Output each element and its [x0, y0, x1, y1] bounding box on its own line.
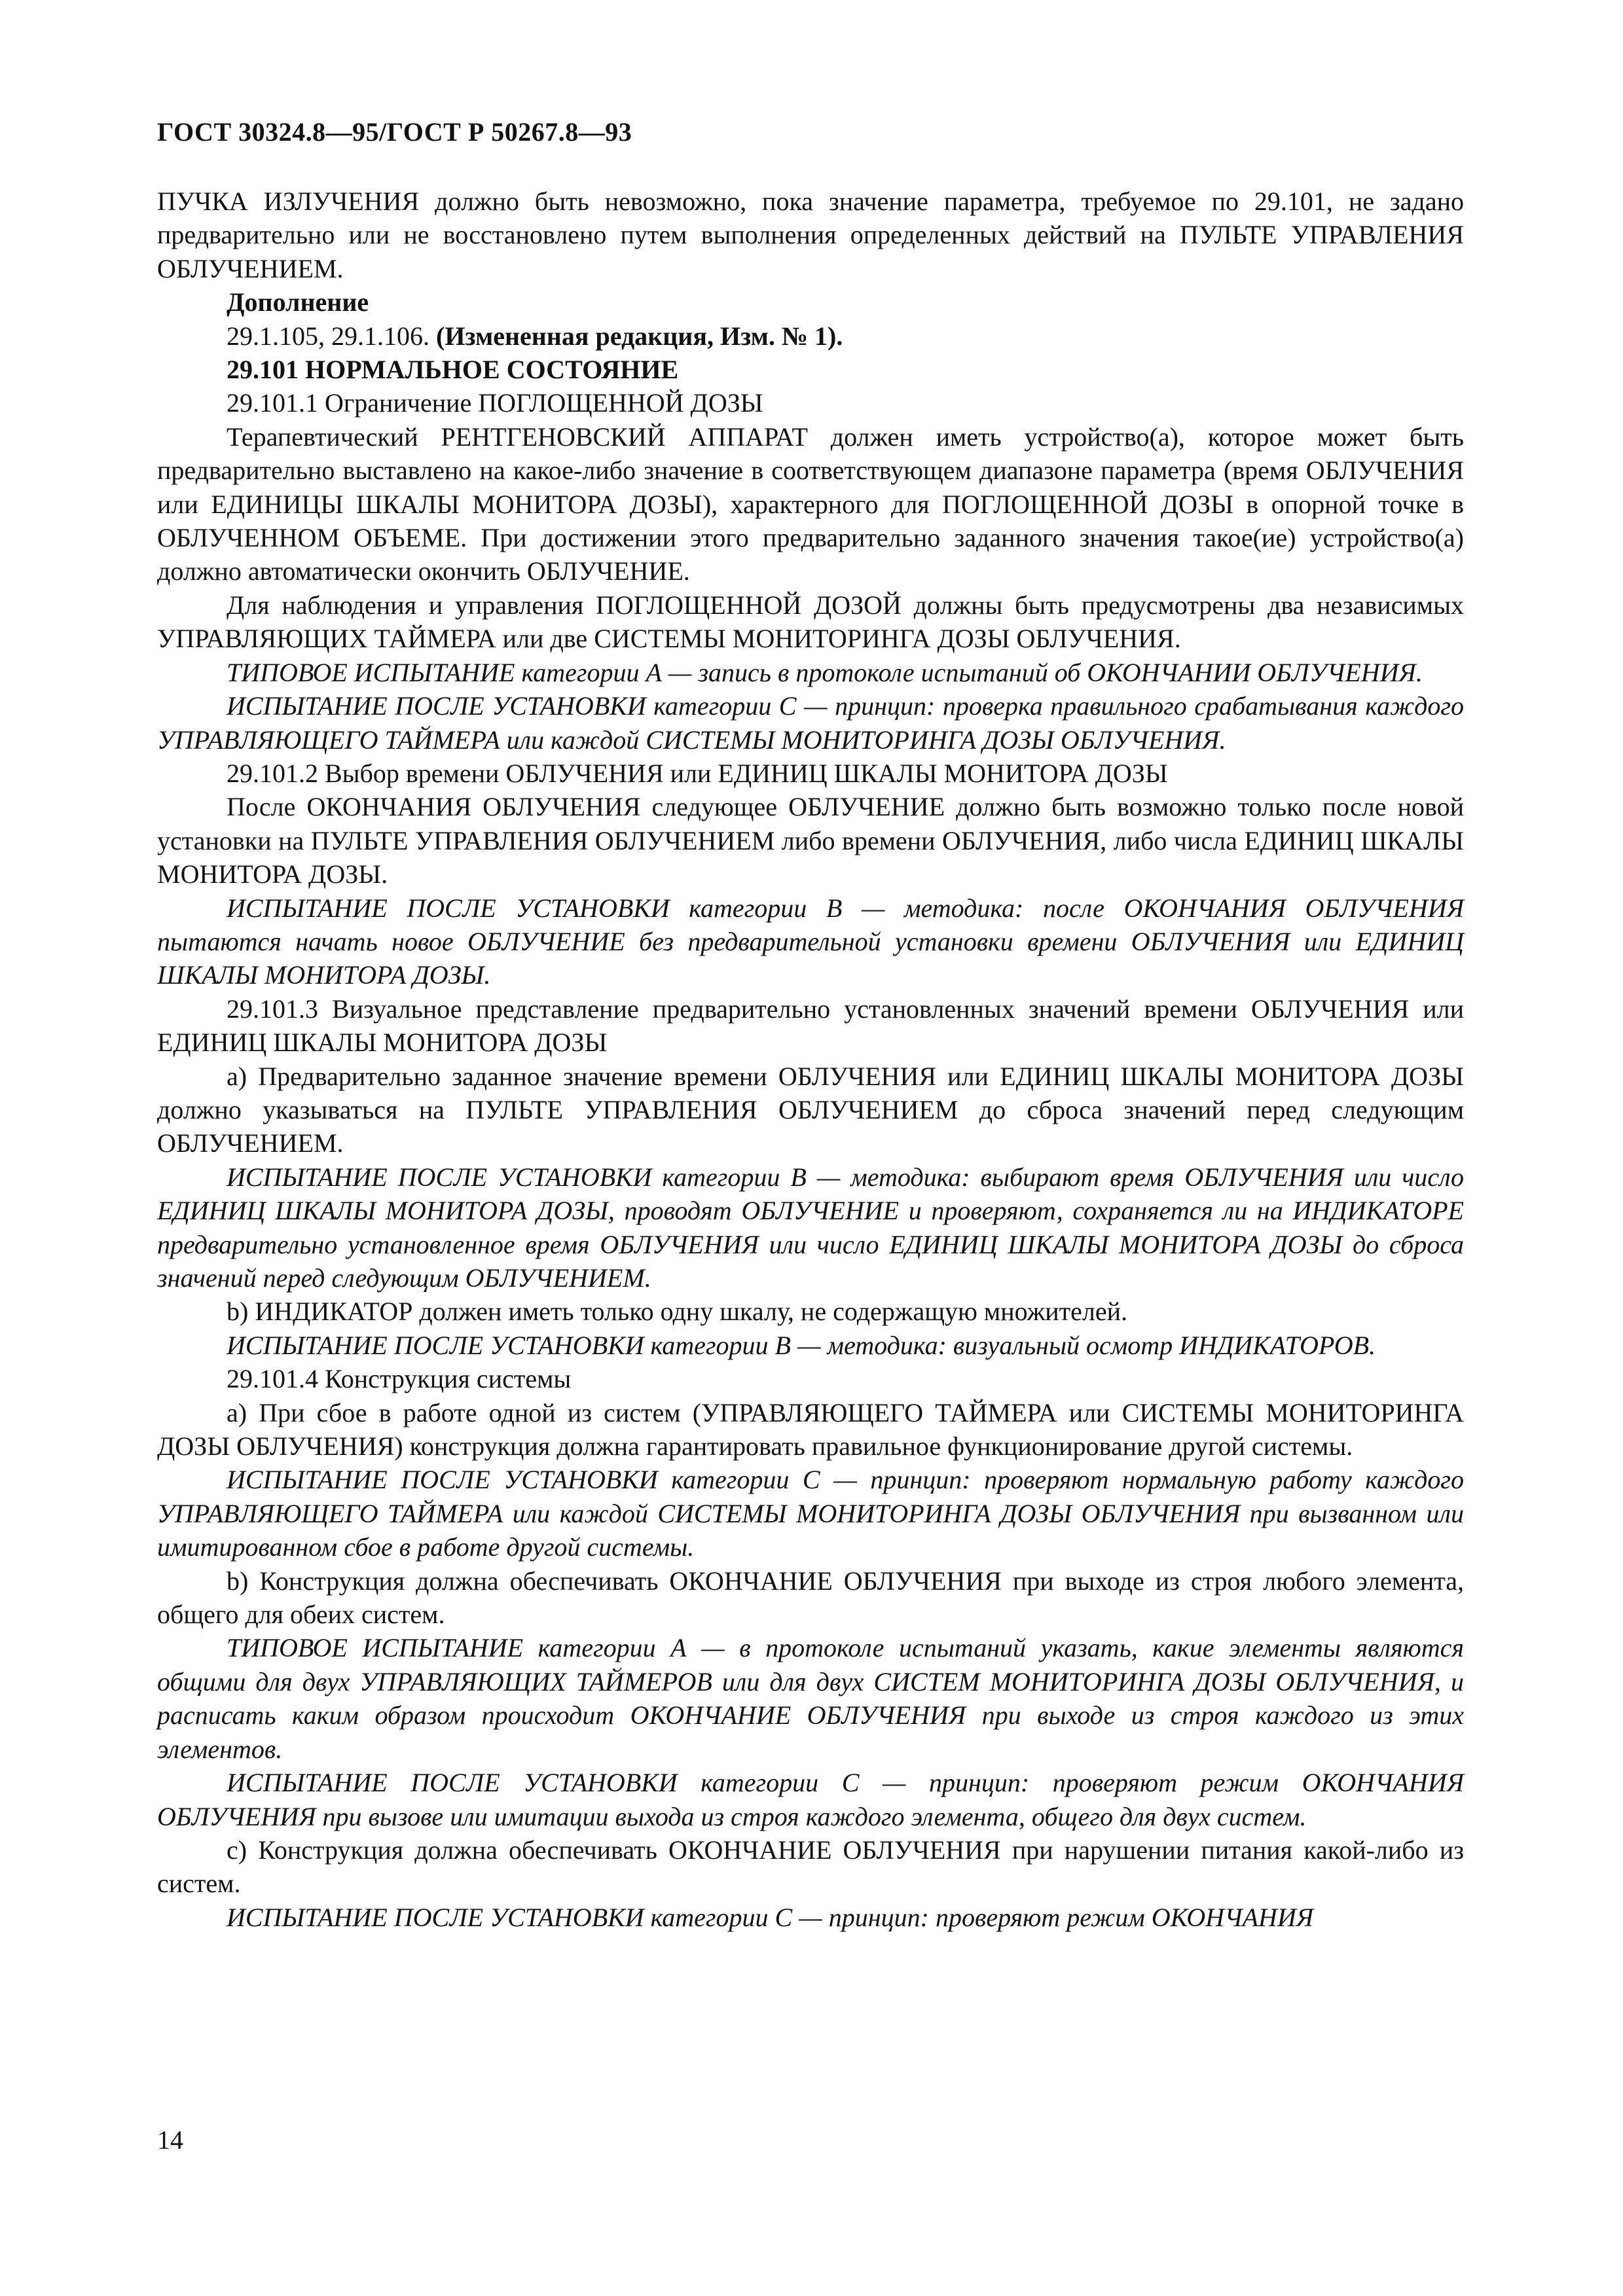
test-paragraph: ИСПЫТАНИЕ ПОСЛЕ УСТАНОВКИ категории С — принцип: проверяют режим ОКОНЧАНИЯ ОБЛУЧЕНИЯ при вызове или имитации выхода из строя каждого элемента, общего для двух систем. [157, 1768, 1464, 1831]
paragraph: с) Конструкция должна обеспечивать ОКОНЧАНИЕ ОБЛУЧЕНИЯ при нарушении питания какой-либо из систем. [157, 1835, 1464, 1899]
subsection-heading: 29.101.2 Выбор времени ОБЛУЧЕНИЯ или ЕДИНИЦ ШКАЛЫ МОНИТОРА ДОЗЫ [227, 758, 1168, 788]
paragraph: Терапевтический РЕНТГЕНОВСКИЙ АППАРАТ должен иметь устройство(а), которое может быть предварительно выставлено на какое-либо значение в соответствующем диапазоне параметра (время ОБЛУЧЕНИЯ или ЕДИНИЦЫ ШКАЛЫ МОНИТОРА ДОЗЫ), характерного для ПОГЛОЩЕННОЙ ДОЗЫ в опорной точке в ОБЛУЧЕННОМ ОБЪЕМЕ. При достижении этого предварительно заданного значения такое(ие) устройство(а) должно автоматически окончить ОБЛУЧЕНИЕ. [157, 422, 1464, 586]
revision-note: (Измененная редакция, Изм. № 1). [436, 321, 843, 351]
subsection-heading: 29.101.1 Ограничение ПОГЛОЩЕННОЙ ДОЗЫ [227, 388, 763, 418]
paragraph: Для наблюдения и управления ПОГЛОЩЕННОЙ ДОЗОЙ должны быть предусмотрены два независимых УПРАВЛЯЮЩИХ ТАЙМЕРА или две СИСТЕМЫ МОНИТОРИНГА ДОЗЫ ОБЛУЧЕНИЯ. [157, 590, 1464, 654]
section-heading: 29.101 НОРМАЛЬНОЕ СОСТОЯНИЕ [227, 355, 679, 385]
test-paragraph: ИСПЫТАНИЕ ПОСЛЕ УСТАНОВКИ категории С — принцип: проверяют режим ОКОНЧАНИЯ [227, 1902, 1314, 1932]
paragraph: b) ИНДИКАТОР должен иметь только одну шкалу, не содержащую множителей. [227, 1297, 1127, 1327]
test-paragraph: ИСПЫТАНИЕ ПОСЛЕ УСТАНОВКИ категории В — методика: после ОКОНЧАНИЯ ОБЛУЧЕНИЯ пытаются начать новое ОБЛУЧЕНИЕ без предварительной установки времени ОБЛУЧЕНИЯ или ЕДИНИЦ ШКАЛЫ МОНИТОРА ДОЗЫ. [157, 893, 1464, 990]
body-text [157, 185, 1464, 1934]
test-paragraph: ТИПОВОЕ ИСПЫТАНИЕ категории А — в протоколе испытаний указать, какие элементы являются общими для двух УПРАВЛЯЮЩИХ ТАЙМЕРОВ или для двух СИСТЕМ МОНИТОРИНГА ДОЗЫ ОБЛУЧЕНИЯ, и расписать каким образом происходит ОКОНЧАНИЕ ОБЛУЧЕНИЯ при выходе из строя каждого из этих элементов. [157, 1633, 1464, 1764]
clause-reference: 29.1.105, 29.1.106. [227, 321, 429, 351]
addendum-heading: Дополнение [227, 287, 369, 317]
test-paragraph: ИСПЫТАНИЕ ПОСЛЕ УСТАНОВКИ категории В — методика: визуальный осмотр ИНДИКАТОРОВ. [227, 1330, 1376, 1360]
test-paragraph: ТИПОВОЕ ИСПЫТАНИЕ категории А — запись в протоколе испытаний об ОКОНЧАНИИ ОБЛУЧЕНИЯ. [227, 657, 1423, 687]
test-paragraph: ИСПЫТАНИЕ ПОСЛЕ УСТАНОВКИ категории С — принцип: проверяют нормальную работу каждого УПРАВЛЯЮЩЕГО ТАЙМЕРА или каждой СИСТЕМЫ МОНИТОРИНГА ДОЗЫ ОБЛУЧЕНИЯ при вызванном или имитированном сбое в работе другой системы. [157, 1465, 1464, 1562]
paragraph: а) Предварительно заданное значение времени ОБЛУЧЕНИЯ или ЕДИНИЦ ШКАЛЫ МОНИТОРА ДОЗЫ должно указываться на ПУЛЬТЕ УПРАВЛЕНИЯ ОБЛУЧЕНИЕМ до сброса значений перед следующим ОБЛУЧЕНИЕМ. [157, 1061, 1464, 1158]
paragraph [157, 319, 1464, 353]
paragraph: а) При сбое в работе одной из систем (УПРАВЛЯЮЩЕГО ТАЙМЕРА или СИСТЕМЫ МОНИТОРИНГА ДОЗЫ ОБЛУЧЕНИЯ) конструкция должна гарантировать правильное функционирование другой системы. [157, 1397, 1464, 1462]
test-paragraph: ИСПЫТАНИЕ ПОСЛЕ УСТАНОВКИ категории В — методика: выбирают время ОБЛУЧЕНИЯ или число ЕДИНИЦ ШКАЛЫ МОНИТОРА ДОЗЫ, проводят ОБЛУЧЕНИЕ и проверяют, сохраняется ли на ИНДИКАТОРЕ предварительно установленное время ОБЛУЧЕНИЯ или число ЕДИНИЦ ШКАЛЫ МОНИТОРА ДОЗЫ до сброса значений перед следующим ОБЛУЧЕНИЕМ. [157, 1162, 1464, 1293]
paragraph: ПУЧКА ИЗЛУЧЕНИЯ должно быть невозможно, пока значение параметра, требуемое по 29.101, не задано предварительно или не восстановлено путем выполнения определенных действий на ПУЛЬТЕ УПРАВЛЕНИЯ ОБЛУЧЕНИЕМ. [157, 187, 1464, 283]
subsection-heading: 29.101.3 Визуальное представление предварительно установленных значений времени ОБЛУЧЕНИЯ или ЕДИНИЦ ШКАЛЫ МОНИТОРА ДОЗЫ [157, 994, 1464, 1058]
page-number: 14 [157, 2125, 183, 2155]
document-header: ГОСТ 30324.8—95/ГОСТ Р 50267.8—93 [157, 117, 632, 147]
paragraph: После ОКОНЧАНИЯ ОБЛУЧЕНИЯ следующее ОБЛУЧЕНИЕ должно быть возможно только после новой установки на ПУЛЬТЕ УПРАВЛЕНИЯ ОБЛУЧЕНИЕМ либо времени ОБЛУЧЕНИЯ, либо числа ЕДИНИЦ ШКАЛЫ МОНИТОРА ДОЗЫ. [157, 792, 1464, 889]
subsection-heading: 29.101.4 Конструкция системы [227, 1364, 572, 1394]
paragraph: b) Конструкция должна обеспечивать ОКОНЧАНИЕ ОБЛУЧЕНИЯ при выходе из строя любого элемента, общего для обеих систем. [157, 1566, 1464, 1630]
test-paragraph: ИСПЫТАНИЕ ПОСЛЕ УСТАНОВКИ категории С — принцип: проверка правильного срабатывания каждого УПРАВЛЯЮЩЕГО ТАЙМЕРА или каждой СИСТЕМЫ МОНИТОРИНГА ДОЗЫ ОБЛУЧЕНИЯ. [157, 691, 1464, 755]
